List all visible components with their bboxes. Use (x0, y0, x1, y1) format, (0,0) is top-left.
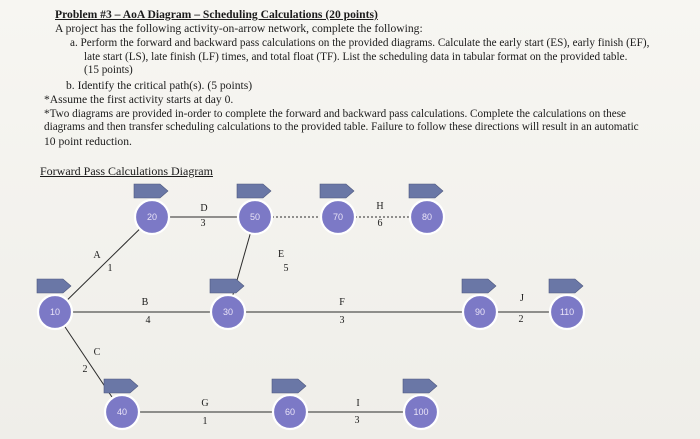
node-label-60: 60 (284, 407, 296, 417)
activity-duration-h: 6 (377, 218, 383, 229)
activity-name-i: I (356, 398, 360, 409)
note-two-diagrams-line2: diagrams and then transfer scheduling calculations to the provided table. Failure to follow these directions will result in an automatic (44, 121, 639, 133)
activity-duration-j: 2 (518, 314, 524, 325)
node-label-110: 110 (559, 307, 575, 317)
node-tag-100 (403, 379, 437, 393)
activity-duration-a: 1 (107, 263, 113, 274)
activity-name-g: G (201, 398, 209, 409)
part-a-points: (15 points) (84, 64, 133, 76)
note-two-diagrams-line1: *Two diagrams are provided in-order to complete the forward and backward pass calculations. Complete the calculations on these (44, 108, 627, 120)
activity-duration-f: 3 (339, 315, 345, 326)
note-first-activity: *Assume the first activity starts at day 0. (44, 93, 234, 106)
activity-arrow-a (67, 229, 140, 300)
node-tag-10 (37, 279, 71, 293)
node-label-30: 30 (222, 307, 234, 317)
node-label-70: 70 (332, 212, 344, 222)
node-tag-110 (549, 279, 583, 293)
activity-duration-i: 3 (354, 415, 360, 426)
activity-duration-g: 1 (202, 416, 208, 427)
activity-name-a: A (93, 250, 101, 261)
node-label-20: 20 (146, 212, 158, 222)
part-a-line2: late start (LS), late finish (LF) times, and total float (TF). List the scheduling data in tabular format on the provided table. (84, 51, 628, 63)
problem-intro: A project has the following activity-on-arrow network, complete the following: (55, 22, 423, 35)
note-two-diagrams-line3: 10 point reduction. (44, 135, 132, 148)
node-label-80: 80 (421, 212, 433, 222)
activity-name-e: E (277, 249, 285, 260)
node-tag-30 (210, 279, 244, 293)
node-tag-20 (134, 184, 168, 198)
node-label-40: 40 (116, 407, 128, 417)
activity-name-j: J (520, 293, 524, 304)
node-tag-90 (462, 279, 496, 293)
node-tag-60 (272, 379, 306, 393)
part-b: b. Identify the critical path(s). (5 points) (66, 79, 253, 92)
activity-name-c: C (93, 347, 101, 358)
activity-name-b: B (141, 297, 149, 308)
node-tag-40 (104, 379, 138, 393)
diagram-title: Forward Pass Calculations Diagram (40, 164, 213, 178)
node-tag-70 (320, 184, 354, 198)
activity-name-h: H (376, 201, 384, 212)
node-tag-50 (237, 184, 271, 198)
node-label-90: 90 (474, 307, 486, 317)
activity-duration-e: 5 (283, 263, 289, 274)
activity-name-f: F (339, 297, 345, 308)
part-a-line1: a. Perform the forward and backward pass calculations on the provided diagrams. Calculate the early start (ES), early finish (EF), (70, 37, 650, 49)
activity-duration-b: 4 (145, 315, 151, 326)
activity-name-d: D (200, 203, 208, 214)
node-label-100: 100 (413, 407, 429, 417)
problem-title: Problem #3 – AoA Diagram – Scheduling Calculations (20 points) (55, 8, 378, 21)
activity-duration-d: 3 (200, 218, 206, 229)
node-tag-80 (409, 184, 443, 198)
node-label-10: 10 (49, 307, 61, 317)
activity-duration-c: 2 (82, 364, 88, 375)
node-label-50: 50 (249, 212, 261, 222)
